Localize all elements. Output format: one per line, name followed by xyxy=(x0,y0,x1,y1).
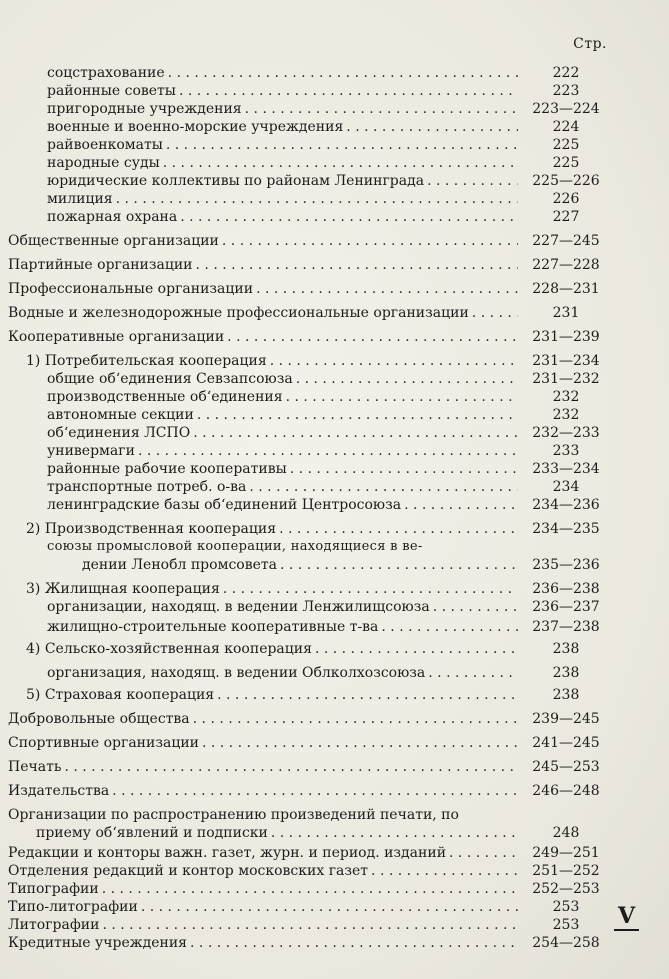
toc-entry-pages: 228—231 xyxy=(532,281,600,297)
toc-entry-title: Отделения редакций и контор московских газет xyxy=(8,863,369,879)
toc-entry-title: общие об‘единения Севзапсоюза xyxy=(47,371,293,387)
toc-entry-pages: 249—251 xyxy=(532,845,600,861)
toc-entry-title: 4) Сельско-хозяйственная кооперация xyxy=(26,641,312,657)
page-number: V xyxy=(614,905,639,931)
leader-dots xyxy=(141,898,518,916)
toc-entry xyxy=(0,64,669,82)
toc-entry-pages: 251—252 xyxy=(532,863,600,879)
toc-entry xyxy=(0,538,669,556)
toc-entry-pages: 226 xyxy=(552,191,580,207)
toc-section xyxy=(0,328,669,346)
toc-entry xyxy=(0,82,669,100)
leader-dots xyxy=(427,172,518,190)
toc-entry-title: соцстрахование xyxy=(47,65,165,81)
toc-entry-title: жилищно-строительные кооперативные т-ва xyxy=(47,619,379,635)
toc-entry-pages: 231—234 xyxy=(532,353,600,369)
toc-entry-pages: 246—248 xyxy=(532,783,600,799)
leader-dots xyxy=(433,598,518,616)
toc-entry-pages: 225—226 xyxy=(532,173,600,189)
leader-dots xyxy=(193,710,518,728)
toc-section xyxy=(0,710,669,728)
toc-section xyxy=(0,806,669,824)
toc-entry-title-cont: дении Ленобл промсовета xyxy=(82,557,277,573)
toc-entry-pages: 232 xyxy=(552,389,580,405)
leader-dots xyxy=(180,208,518,226)
leader-dots xyxy=(196,256,518,274)
toc-entry xyxy=(0,406,669,424)
toc-entry-title: Кооперативные организации xyxy=(8,329,225,345)
leader-dots xyxy=(202,734,518,752)
toc-entry-pages: 245—253 xyxy=(532,759,600,775)
toc-entry-title: Общественные организации xyxy=(8,233,219,249)
toc-entry-title: транспортные потреб. о-ва xyxy=(47,479,247,495)
toc-entry xyxy=(0,442,669,460)
toc-entry-pages: 224 xyxy=(552,119,580,135)
leader-dots xyxy=(64,758,518,776)
toc-entry-pages: 223 xyxy=(552,83,580,99)
toc-entry-title-cont: приему об‘явлений и подписки xyxy=(36,825,268,841)
toc-entry-pages: 233—234 xyxy=(532,461,600,477)
toc-entry xyxy=(0,118,669,136)
toc-entry xyxy=(0,424,669,442)
toc-entry-pages: 231—239 xyxy=(532,329,600,345)
leader-dots xyxy=(315,640,518,658)
toc-entry-pages: 235—236 xyxy=(532,557,600,573)
toc-entry-pages: 232—233 xyxy=(532,425,600,441)
leader-dots xyxy=(381,618,518,636)
toc-section xyxy=(0,734,669,752)
toc-section xyxy=(0,280,669,298)
toc-entry-pages: 233 xyxy=(552,443,580,459)
toc-entry-title: организации, находящ. в ведении Ленжилищсоюза xyxy=(47,599,430,615)
toc-entry xyxy=(0,478,669,496)
leader-dots xyxy=(280,556,518,574)
toc-entry-pages: 225 xyxy=(552,137,580,153)
toc-entry-title: Кредитные учреждения xyxy=(8,935,188,951)
toc-entry-pages: 227—228 xyxy=(532,257,600,273)
toc-entry xyxy=(0,154,669,172)
toc-entry-pages: 239—245 xyxy=(532,711,600,727)
toc-entry-title: ленинградские базы об‘единений Центросоюза xyxy=(47,497,402,513)
toc-entry xyxy=(0,664,669,682)
toc-section xyxy=(0,844,669,862)
toc-entry-title: союзы промысловой кооперации, находящиеся в ве- xyxy=(47,539,423,554)
toc-entry-title: народные суды xyxy=(47,155,160,171)
toc-entry-title: производственные об‘единения xyxy=(47,389,283,405)
toc-entry-title: Добровольные общества xyxy=(8,711,190,727)
toc-entry-title: Издательства xyxy=(8,783,110,799)
toc-section xyxy=(0,916,669,934)
toc-section xyxy=(0,256,669,274)
toc-entry-pages: 241—245 xyxy=(532,735,600,751)
toc-entry xyxy=(0,100,669,118)
leader-dots xyxy=(472,304,518,322)
leader-dots xyxy=(286,388,518,406)
toc-entry-pages: 234 xyxy=(552,479,580,495)
toc-section xyxy=(0,758,669,776)
toc-entry xyxy=(0,172,669,190)
leader-dots xyxy=(279,520,518,538)
leader-dots xyxy=(245,100,518,118)
toc-entry-pages: 253 xyxy=(552,917,580,933)
toc-entry-title: Партийные организации xyxy=(8,257,193,273)
leader-dots xyxy=(223,580,518,598)
toc-entry xyxy=(0,598,669,616)
toc-subsection xyxy=(0,352,669,370)
leader-dots xyxy=(179,82,518,100)
toc-entry-title: 5) Страховая кооперация xyxy=(26,687,215,703)
toc-entry-title: 3) Жилищная кооперация xyxy=(26,581,220,597)
toc-section xyxy=(0,304,669,322)
leader-dots xyxy=(138,442,518,460)
toc-entry-title: военные и военно-морские учреждения xyxy=(47,119,344,135)
leader-dots xyxy=(271,824,518,842)
toc-entry-title: Литографии xyxy=(8,917,100,933)
toc-entry-title: юридические коллективы по районам Ленинграда xyxy=(47,173,425,189)
toc-entry-title: универмаги xyxy=(47,443,135,459)
toc-section xyxy=(0,898,669,916)
toc-entry-title: Печать xyxy=(8,759,62,775)
leader-dots xyxy=(404,496,518,514)
toc-subsection xyxy=(0,640,669,658)
leader-dots xyxy=(193,424,518,442)
toc-section xyxy=(0,782,669,800)
toc-entry-pages: 253 xyxy=(552,899,580,915)
leader-dots xyxy=(163,154,518,172)
leader-dots xyxy=(217,686,518,704)
leader-dots xyxy=(249,478,518,496)
toc-entry-title: пожарная охрана xyxy=(47,209,178,225)
toc-entry-pages: 234—235 xyxy=(532,521,600,537)
toc-entry xyxy=(0,496,669,514)
toc-entry-pages: 252—253 xyxy=(532,881,600,897)
toc-entry-title: районные советы xyxy=(47,83,176,99)
toc-entry xyxy=(0,190,669,208)
leader-dots xyxy=(112,782,518,800)
leader-dots xyxy=(168,64,518,82)
toc-entry xyxy=(0,136,669,154)
toc-entry-title: 1) Потребительская кооперация xyxy=(26,353,267,369)
leader-dots xyxy=(197,406,518,424)
leader-dots xyxy=(102,880,518,898)
toc-section xyxy=(0,934,669,952)
toc-entry-continuation xyxy=(0,824,669,842)
leader-dots xyxy=(256,280,518,298)
toc-entry-pages: 236—238 xyxy=(532,581,600,597)
toc-entry-pages: 232 xyxy=(552,407,580,423)
page-column-header: Стр. xyxy=(573,36,607,52)
toc-subsection xyxy=(0,580,669,598)
toc-entry-title: райвоенкоматы xyxy=(47,137,163,153)
leader-dots xyxy=(449,844,518,862)
toc-entry-title: Профессиональные организации xyxy=(8,281,254,297)
leader-dots xyxy=(227,328,518,346)
toc-entry-title: Спортивные организации xyxy=(8,735,199,751)
leader-dots xyxy=(346,118,518,136)
toc-entry-pages: 231 xyxy=(552,305,580,321)
toc-entry-title: об‘единения ЛСПО xyxy=(47,425,191,441)
toc-subsection xyxy=(0,686,669,704)
toc-entry xyxy=(0,460,669,478)
toc-entry-title: Типо-литографии xyxy=(8,899,138,915)
toc-entry xyxy=(0,208,669,226)
toc-entry-pages: 238 xyxy=(552,641,580,657)
toc-entry-pages: 225 xyxy=(552,155,580,171)
leader-dots xyxy=(270,352,518,370)
leader-dots xyxy=(371,862,518,880)
toc-entry-pages: 236—237 xyxy=(532,599,600,615)
leader-dots xyxy=(296,370,518,388)
toc-entry-continuation xyxy=(0,556,669,574)
toc-entry xyxy=(0,618,669,636)
toc-entry-title: автономные секции xyxy=(47,407,194,423)
toc-entry-title: районные рабочие кооперативы xyxy=(47,461,287,477)
leader-dots xyxy=(290,460,518,478)
toc-entry-pages: 227 xyxy=(552,209,580,225)
toc-entry-pages: 227—245 xyxy=(532,233,600,249)
toc-entry xyxy=(0,370,669,388)
toc-entry-pages: 248 xyxy=(552,825,580,841)
toc-section xyxy=(0,862,669,880)
toc-entry-pages: 254—258 xyxy=(532,935,600,951)
toc-entry-pages: 234—236 xyxy=(532,497,600,513)
leader-dots xyxy=(116,190,518,208)
leader-dots xyxy=(428,664,518,682)
leader-dots xyxy=(102,916,518,934)
leader-dots xyxy=(222,232,518,250)
toc-entry-pages: 237—238 xyxy=(532,619,600,635)
toc-section xyxy=(0,232,669,250)
toc-entry-pages: 223—224 xyxy=(532,101,600,117)
leader-dots xyxy=(166,136,518,154)
toc-entry-pages: 231—232 xyxy=(532,371,600,387)
toc-entry-title: 2) Производственная кооперация xyxy=(26,521,277,537)
toc-entry-title: пригородные учреждения xyxy=(47,101,242,117)
toc-subsection xyxy=(0,520,669,538)
toc-entry-pages: 238 xyxy=(552,665,580,681)
toc-entry-title: Водные и железнодорожные профессиональные организации xyxy=(8,305,469,321)
toc-section xyxy=(0,880,669,898)
toc-entry-title: организация, находящ. в ведении Облколхозсоюза xyxy=(47,665,426,681)
toc-entry-pages: 238 xyxy=(552,687,580,703)
toc-entry-pages: 222 xyxy=(552,65,580,81)
toc-entry-title: милиция xyxy=(47,191,113,207)
toc-entry-title: Организации по распространению произведений печати, по xyxy=(8,807,459,823)
toc-entry-title: Редакции и конторы важн. газет, журн. и период. изданий xyxy=(8,845,447,861)
toc-entry-title: Типографии xyxy=(8,881,99,897)
toc-entry xyxy=(0,388,669,406)
leader-dots xyxy=(190,934,518,952)
